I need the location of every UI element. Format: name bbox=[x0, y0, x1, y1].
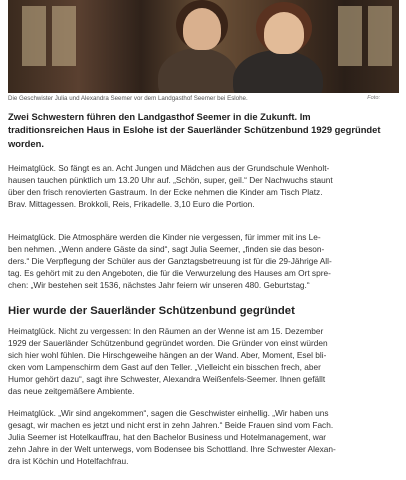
window-decoration bbox=[52, 6, 76, 66]
paragraph-line: gesagt, wir machen es jetzt und nicht erst in zehn Jahren.“ Beide Frauen sind vom Fach. bbox=[8, 420, 334, 431]
header-photo bbox=[8, 0, 399, 93]
photo-caption: Die Geschwister Julia und Alexandra Seemer vor dem Landgasthof Seemer bei Eslohe. bbox=[8, 95, 248, 102]
person-left-body bbox=[158, 48, 238, 93]
person-right-body bbox=[233, 50, 323, 93]
paragraph-line: ders.“ Die Verpflegung der Schüler aus der Ganztagsbetreuung ist für die 29-Jährige All- bbox=[8, 256, 332, 267]
photo-caption-row bbox=[8, 94, 380, 105]
paragraph-line: Brav. Mittagessen. Brokkoli, Reis, Frikadelle. 3,10 Euro die Portion. bbox=[8, 199, 255, 210]
window-decoration bbox=[338, 6, 362, 66]
paragraph-line: hausen tauchen pünktlich um 13.20 Uhr auf. „Schön, super, geil.“ Der Nachwuchs staunt bbox=[8, 175, 333, 186]
paragraph-line: Heimatglück. Nicht zu vergessen: In den Räumen an der Wenne ist am 15. Dezember bbox=[8, 326, 324, 336]
paragraph-line: 1929 der Sauerländer Schützenbund gegründet worden. Die Gründer von einst würden bbox=[8, 338, 328, 349]
paragraph-line: dra ist Köchin und Hotelfachfrau. bbox=[8, 456, 129, 467]
paragraph-line: das neue zeitgemäßere Ambiente. bbox=[8, 386, 135, 397]
paragraph-1 bbox=[8, 162, 390, 210]
window-decoration bbox=[22, 6, 46, 66]
paragraph-line: Heimatglück. „Wir sind angekommen“, sagen die Geschwister einhellig. „Wir haben uns bbox=[8, 408, 329, 418]
paragraph-line: ben nehmen. „Wenn andere Gäste da sind“, sagt Julia Seemer, „finden sie das beson- bbox=[8, 244, 325, 255]
paragraph-2 bbox=[8, 231, 390, 291]
paragraph-line: über den frisch renovierten Gastraum. In der Ecke nehmen die Kinder am Tisch Platz. bbox=[8, 187, 323, 198]
paragraph-line: Heimatglück. So fängt es an. Acht Jungen und Mädchen aus der Grundschule Wenholt- bbox=[8, 163, 330, 173]
person-left-face bbox=[183, 8, 221, 50]
paragraph-3 bbox=[8, 325, 390, 398]
section-heading: Hier wurde der Sauerländer Schützenbund gegründet bbox=[8, 305, 295, 317]
paragraph-line: zehn Jahre in der Welt unterwegs, vom Bodensee bis Schottland. Ihre Schwester Alexan- bbox=[8, 444, 336, 455]
paragraph-line: Heimatglück. Die Atmosphäre werden die Kinder nie vergessen, für immer mit ins Le- bbox=[8, 232, 321, 242]
paragraph-line: Julia Seemer ist Hotelkauffrau, hat den Bachelor Business und Hotelmanagement, war bbox=[8, 432, 327, 443]
paragraph-line: cken vom Lampenschirm dem Gast auf den Teller. „Vielleicht ein bisschen frech, aber bbox=[8, 362, 321, 373]
paragraph-line: chen: „Wir bestehen seit 1536, nächstes Jahr feiern wir unseren 480. Geburtstag.“ bbox=[8, 280, 310, 291]
paragraph-4 bbox=[8, 407, 390, 467]
person-right-face bbox=[264, 12, 304, 54]
lead-paragraph: Zwei Schwestern führen den Landgasthof Seemer in die Zukunft. Im traditionsreichen Haus in Eslohe ist der Sauerländer Schützenbund 1929 gegründet worden. bbox=[8, 111, 381, 149]
paragraph-line: Humor gehört dazu“, sagt ihre Schwester, Alexandra Weißenfels-Seemer. Ihnen gefällt bbox=[8, 374, 326, 385]
photo-credit: Foto: bbox=[367, 95, 380, 101]
paragraph-line: tag. Es gehört mit zu den Angeboten, die für die Verwurzelung des Hauses am Ort spre- bbox=[8, 268, 331, 279]
paragraph-line: sich hier wohl fühlen. Die Hirschgeweihe hängen an der Wand. Aber, Moment, Esel bli- bbox=[8, 350, 327, 361]
window-decoration bbox=[368, 6, 392, 66]
